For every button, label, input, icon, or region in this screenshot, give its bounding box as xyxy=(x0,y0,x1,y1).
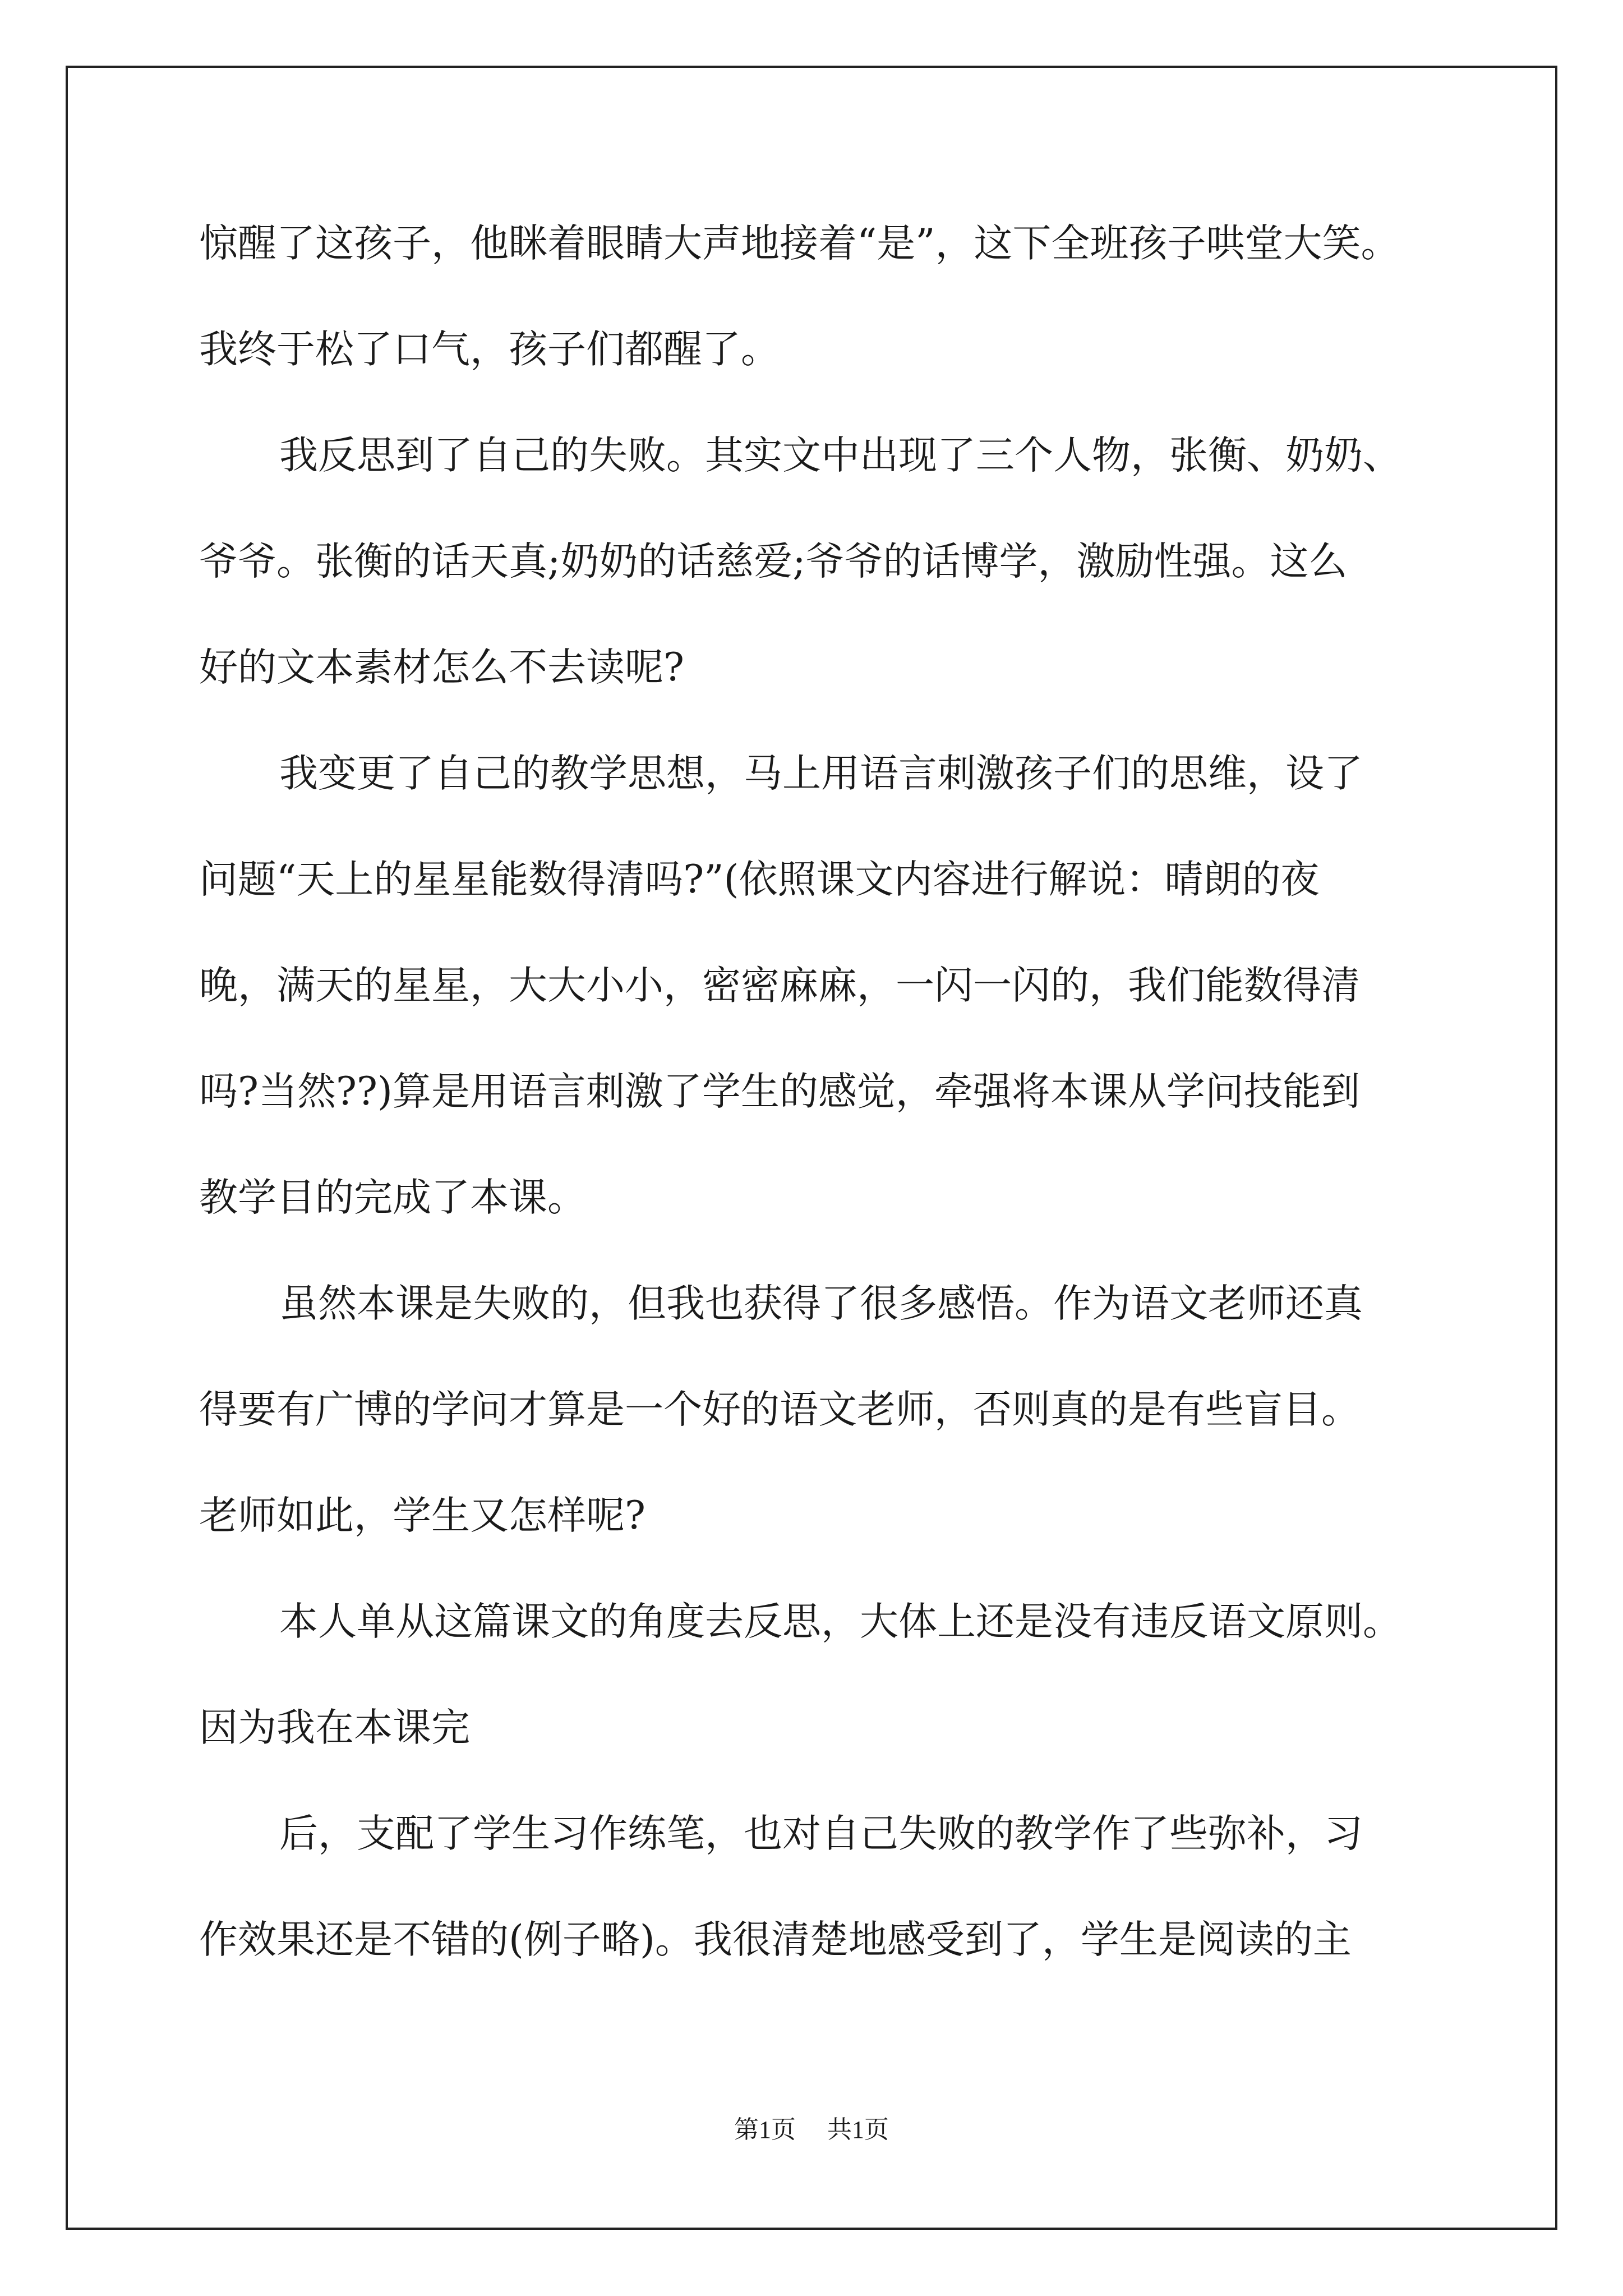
text-line-4: 爷爷。张衡的话天真;奶奶的话慈爱;爷爷的话博学，激励性强。这么 xyxy=(199,539,1348,584)
text-line-11: 虽然本课是失败的，但我也获得了很多感悟。作为语文老师还真 xyxy=(279,1281,1363,1326)
page-total: 共1页 xyxy=(827,2116,889,2143)
text-line-2: 我终于松了口气，孩子们都醒了。 xyxy=(199,327,780,372)
text-line-14: 本人单从这篇课文的角度去反思，大体上还是没有违反语文原则。 xyxy=(279,1599,1401,1644)
text-line-15: 因为我在本课完 xyxy=(199,1705,470,1750)
text-line-13: 老师如此，学生又怎样呢? xyxy=(199,1493,645,1538)
text-line-1: 惊醒了这孩子，他眯着眼睛大声地接着“是”，这下全班孩子哄堂大笑。 xyxy=(199,221,1400,266)
text-line-10: 教学目的完成了本课。 xyxy=(199,1175,586,1220)
text-line-16: 后，支配了学生习作练笔，也对自己失败的教学作了些弥补，习 xyxy=(279,1811,1363,1856)
text-line-17: 作效果还是不错的(例子略)。我很清楚地感受到了，学生是阅读的主 xyxy=(199,1917,1352,1962)
text-line-3: 我反思到了自己的失败。其实文中出现了三个人物，张衡、奶奶、 xyxy=(279,433,1401,478)
page-number: 第1页 xyxy=(734,2116,796,2143)
page-footer xyxy=(0,2109,1623,2145)
text-line-8: 晚，满天的星星，大大小小，密密麻麻，一闪一闪的，我们能数得清 xyxy=(199,963,1360,1008)
text-line-9: 吗?当然??)算是用语言刺激了学生的感觉，牵强将本课从学问技能到 xyxy=(199,1069,1360,1114)
text-line-5: 好的文本素材怎么不去读呢? xyxy=(199,645,684,690)
text-line-7: 问题“天上的星星能数得清吗?”(依照课文内容进行解说：晴朗的夜 xyxy=(199,857,1320,902)
text-line-12: 得要有广博的学问才算是一个好的语文老师，否则真的是有些盲目。 xyxy=(199,1387,1360,1432)
text-line-6: 我变更了自己的教学思想，马上用语言刺激孩子们的思维，设了 xyxy=(279,751,1363,796)
document-body xyxy=(199,191,1489,1993)
